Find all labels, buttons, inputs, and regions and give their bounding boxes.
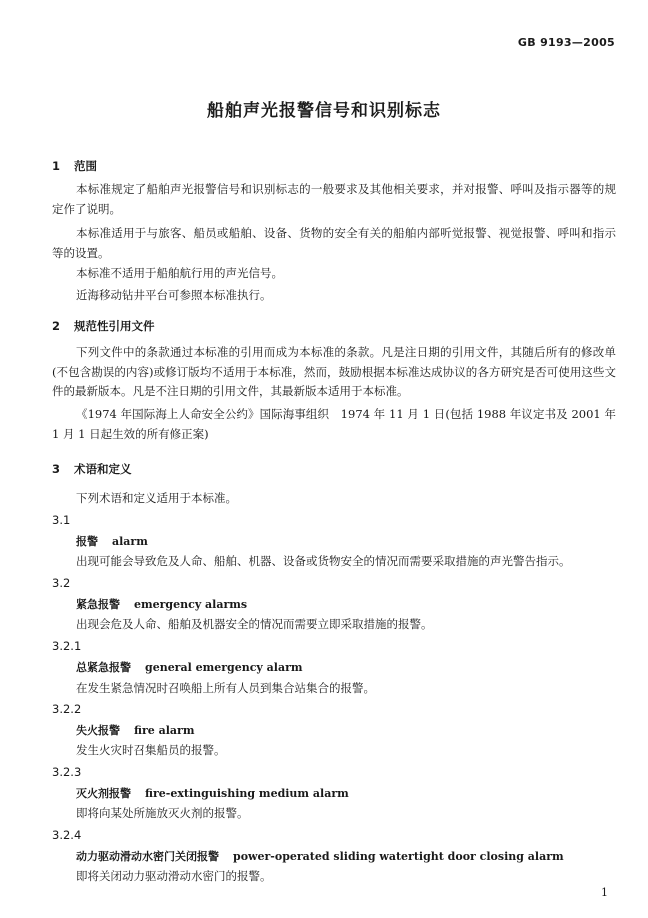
section-title: 术语和定义 [74, 462, 132, 476]
term-en: power-operated sliding watertight door closing alarm [233, 850, 564, 863]
section-number: 3 [52, 462, 61, 476]
paragraph: 本标准规定了船舶声光报警信号和识别标志的一般要求及其他相关要求，并对报警、呼叫及指示器等的规定作了说明。 [52, 182, 616, 216]
term-zh: 失火报警 [76, 724, 120, 737]
paragraph: 下列术语和定义适用于本标准。 [76, 491, 237, 505]
section-2-heading [52, 318, 155, 334]
section-title: 范围 [74, 159, 97, 173]
term-zh: 总紧急报警 [76, 661, 131, 674]
term-heading [76, 848, 564, 864]
clause-number: 3.1 [52, 513, 71, 527]
section-1-heading [52, 158, 97, 174]
section-number: 2 [52, 319, 61, 333]
page-number: 1 [601, 886, 608, 899]
term-definition: 即将向某处所施放灭火剂的报警。 [76, 806, 249, 820]
term-zh: 灭火剂报警 [76, 787, 131, 800]
term-definition: 即将关闭动力驱动滑动水密门的报警。 [76, 869, 272, 883]
clause-number: 3.2.3 [52, 765, 82, 779]
clause-number: 3.2.2 [52, 702, 82, 716]
clause-number: 3.2.4 [52, 828, 82, 842]
term-en: fire-extinguishing medium alarm [145, 787, 349, 800]
document-title: 船舶声光报警信号和识别标志 [207, 101, 441, 121]
term-definition: 在发生紧急情况时召唤船上所有人员到集合站集合的报警。 [76, 681, 375, 695]
clause-number: 3.2 [52, 576, 71, 590]
term-zh: 紧急报警 [76, 598, 120, 611]
term-definition: 出现会危及人命、船舶及机器安全的情况而需要立即采取措施的报警。 [76, 617, 433, 631]
term-en: emergency alarms [134, 598, 248, 611]
paragraph: 《1974 年国际海上人命安全公约》国际海事组织 1974 年 11 月 1 日(包括 1988 年议定书及 2001 年 1 月 1 日起生效的所有修正案) [52, 407, 616, 441]
term-heading [76, 785, 349, 801]
section-number: 1 [52, 159, 61, 173]
section-title: 规范性引用文件 [74, 319, 155, 333]
term-zh: 报警 [76, 535, 98, 548]
term-heading [76, 596, 247, 612]
paragraph: 下列文件中的条款通过本标准的引用而成为本标准的条款。凡是注日期的引用文件，其随后所有的修改单(不包含勘误的内容)或修订版均不适用于本标准，然而，鼓励根据本标准达成协议的各方研究是否可使用这些文件的最新版本。凡是不注日期的引用文件，其最新版本适用于本标准。 [52, 345, 616, 398]
term-definition: 发生火灾时召集船员的报警。 [76, 743, 226, 757]
term-en: general emergency alarm [145, 661, 303, 674]
clause-number: 3.2.1 [52, 639, 82, 653]
paragraph: 本标准适用于与旅客、船员或船舶、设备、货物的安全有关的船舶内部听觉报警、视觉报警、呼叫和指示等的设置。 [52, 226, 616, 260]
paragraph: 本标准不适用于船舶航行用的声光信号。 [76, 266, 283, 280]
term-zh: 动力驱动滑动水密门关闭报警 [76, 850, 219, 863]
section-3-heading [52, 461, 132, 477]
standard-number: GB 9193—2005 [517, 36, 615, 49]
paragraph: 近海移动钻井平台可参照本标准执行。 [76, 288, 272, 302]
term-definition: 出现可能会导致危及人命、船舶、机器、设备或货物安全的情况而需要采取措施的声光警告指示。 [76, 554, 571, 568]
term-en: alarm [112, 535, 148, 548]
term-en: fire alarm [134, 724, 195, 737]
term-heading [76, 659, 303, 675]
term-heading [76, 722, 195, 738]
term-heading [76, 533, 148, 549]
